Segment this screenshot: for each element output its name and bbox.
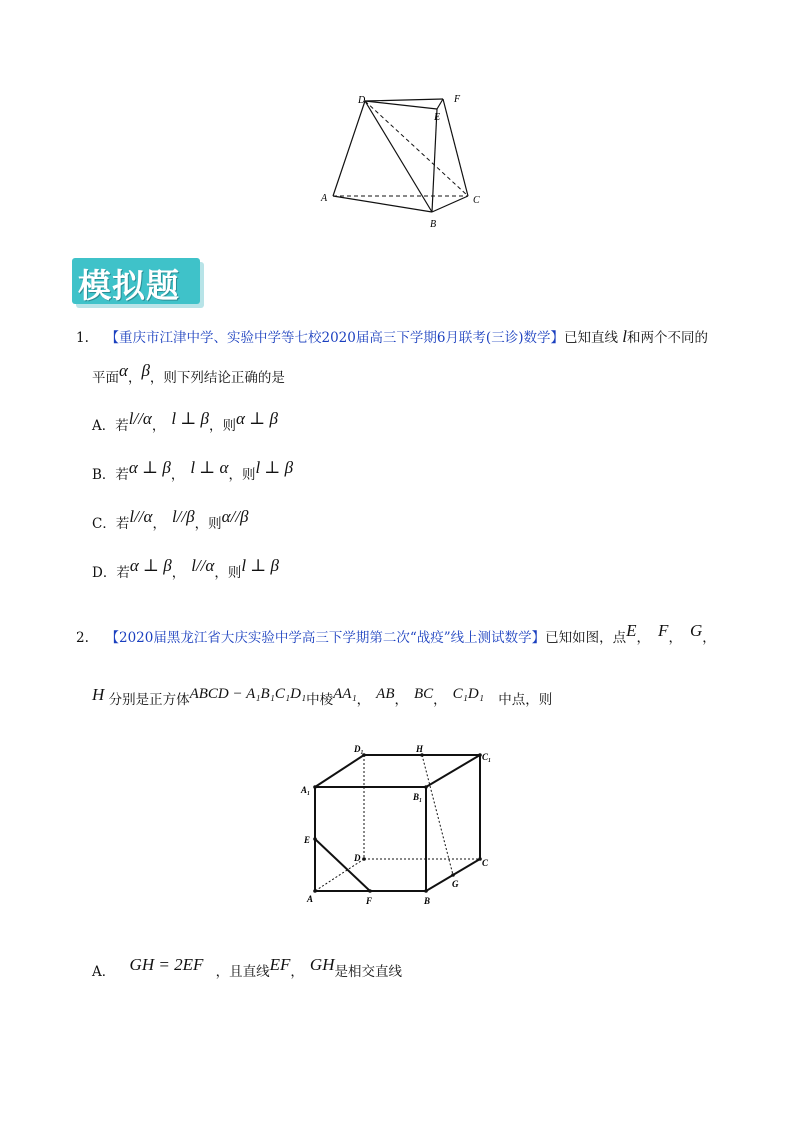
section-banner-text: 模拟题 xyxy=(78,266,180,305)
q1-alpha: α xyxy=(119,361,128,380)
q1-option-d: D．若α ⊥ β， l//α，则l ⊥ β xyxy=(92,556,279,581)
q2-edge-C1D1: C₁D₁ xyxy=(452,686,484,702)
q2-option-a: A． GH = 2EF ，且直线EF， GH是相交直线 xyxy=(92,955,402,980)
q1-stem-b: 和两个不同的 xyxy=(627,330,708,346)
q2-option-a-mid: ，且直线 xyxy=(215,964,270,980)
q1-option-b: B．若α ⊥ β， l ⊥ α，则l ⊥ β xyxy=(92,458,294,483)
label-B1: B₁ xyxy=(413,792,423,802)
option-label: C．若 xyxy=(92,516,130,532)
option-result: α ⊥ β xyxy=(236,409,278,428)
label-F: F xyxy=(366,896,373,906)
figure-tetrahedral-solid xyxy=(310,88,500,238)
q2-line2-b: 中棱 xyxy=(306,692,334,708)
q2-point-G: G xyxy=(689,621,703,640)
label-D1: D₁ xyxy=(354,744,364,754)
option-cond1: α ⊥ β xyxy=(129,556,172,575)
q2-point-H: H xyxy=(92,685,105,704)
figure-cube xyxy=(296,738,506,910)
label-A: A xyxy=(307,894,314,904)
label-G: G xyxy=(452,879,459,889)
option-cond1: α ⊥ β xyxy=(128,458,171,477)
label-E: E xyxy=(304,835,311,845)
q2-option-a-line1: EF xyxy=(269,955,291,974)
option-then: 则 xyxy=(241,467,256,483)
label-H: H xyxy=(416,744,424,754)
q1-stem-l: l xyxy=(622,327,627,346)
option-cond2: l ⊥ β xyxy=(171,409,210,428)
q2-edge-BC: BC xyxy=(414,686,434,702)
option-label: D．若 xyxy=(92,565,130,581)
q1-beta: β xyxy=(141,361,150,380)
option-cond2: l ⊥ α xyxy=(190,458,229,477)
q2-line2-c: 中点，则 xyxy=(498,692,553,708)
option-cond1: l//α xyxy=(128,409,152,428)
label-D: D xyxy=(354,853,361,863)
label-D: D xyxy=(358,95,366,106)
q1-number: 1. xyxy=(76,330,89,346)
option-result: l ⊥ β xyxy=(255,458,294,477)
q2-stem-a: 已知如图，点 xyxy=(545,630,627,646)
q1-source: 【重庆市江津中学、实验中学等七校2020届高三下学期6月联考(三诊)数学】 xyxy=(105,330,564,346)
q2-point-E: E xyxy=(626,621,637,640)
option-then: 则 xyxy=(208,516,222,532)
q2-cube: ABCD − A₁B₁C₁D₁ xyxy=(189,686,307,702)
option-cond2: l//β xyxy=(171,507,195,526)
label-C: C xyxy=(473,195,480,206)
label-F: F xyxy=(454,94,461,105)
q2-point-F: F xyxy=(658,621,669,640)
option-cond2: l//α xyxy=(191,556,215,575)
section-banner xyxy=(72,258,200,304)
q2-line2: H 分别是正方体ABCD − A₁B₁C₁D₁中棱AA₁， AB， BC， C₁D₁ 中点，则 xyxy=(92,685,553,708)
q2-option-a-eq: GH = 2EF xyxy=(129,955,204,974)
q2-line1: 2. 【2020届黑龙江省大庆实验中学高三下学期第二次“战疫”线上测试数学】已知如图，点E， F， G， xyxy=(76,621,716,646)
option-then: 则 xyxy=(222,418,237,434)
label-C1: C₁ xyxy=(482,752,492,762)
option-result: l ⊥ β xyxy=(241,556,279,575)
q1-line2-prefix: 平面 xyxy=(92,370,119,386)
q2-source: 【2020届黑龙江省大庆实验中学高三下学期第二次“战疫”线上测试数学】 xyxy=(105,630,546,646)
q2-option-a-end: 是相交直线 xyxy=(334,964,402,980)
label-B: B xyxy=(430,219,437,230)
label-E: E xyxy=(434,112,441,123)
q1-line1 xyxy=(76,326,708,347)
q2-edge-AA1: AA₁ xyxy=(333,686,357,702)
q1-line2: 平面α，β，则下列结论正确的是 xyxy=(92,361,285,386)
q1-stem-a: 已知直线 xyxy=(563,330,618,346)
label-A1: A₁ xyxy=(301,785,311,795)
q2-line2-a: 分别是正方体 xyxy=(108,692,190,708)
option-label: B．若 xyxy=(92,467,129,483)
q2-edge-AB: AB xyxy=(376,686,395,702)
option-result: α//β xyxy=(221,507,249,526)
option-label: A．若 xyxy=(92,418,129,434)
q2-option-a-line2: GH xyxy=(309,955,335,974)
option-label: A． xyxy=(92,964,116,980)
q2-number: 2. xyxy=(76,630,89,646)
label-C: C xyxy=(482,858,489,868)
q1-option-a: A．若l//α， l ⊥ β，则α ⊥ β xyxy=(92,409,278,434)
label-B: B xyxy=(424,896,431,906)
label-A: A xyxy=(321,193,328,204)
q1-line2-suffix: ，则下列结论正确的是 xyxy=(149,370,285,386)
option-cond1: l//α xyxy=(129,507,153,526)
option-then: 则 xyxy=(227,565,242,581)
q1-option-c: C．若l//α， l//β，则α//β xyxy=(92,507,249,532)
